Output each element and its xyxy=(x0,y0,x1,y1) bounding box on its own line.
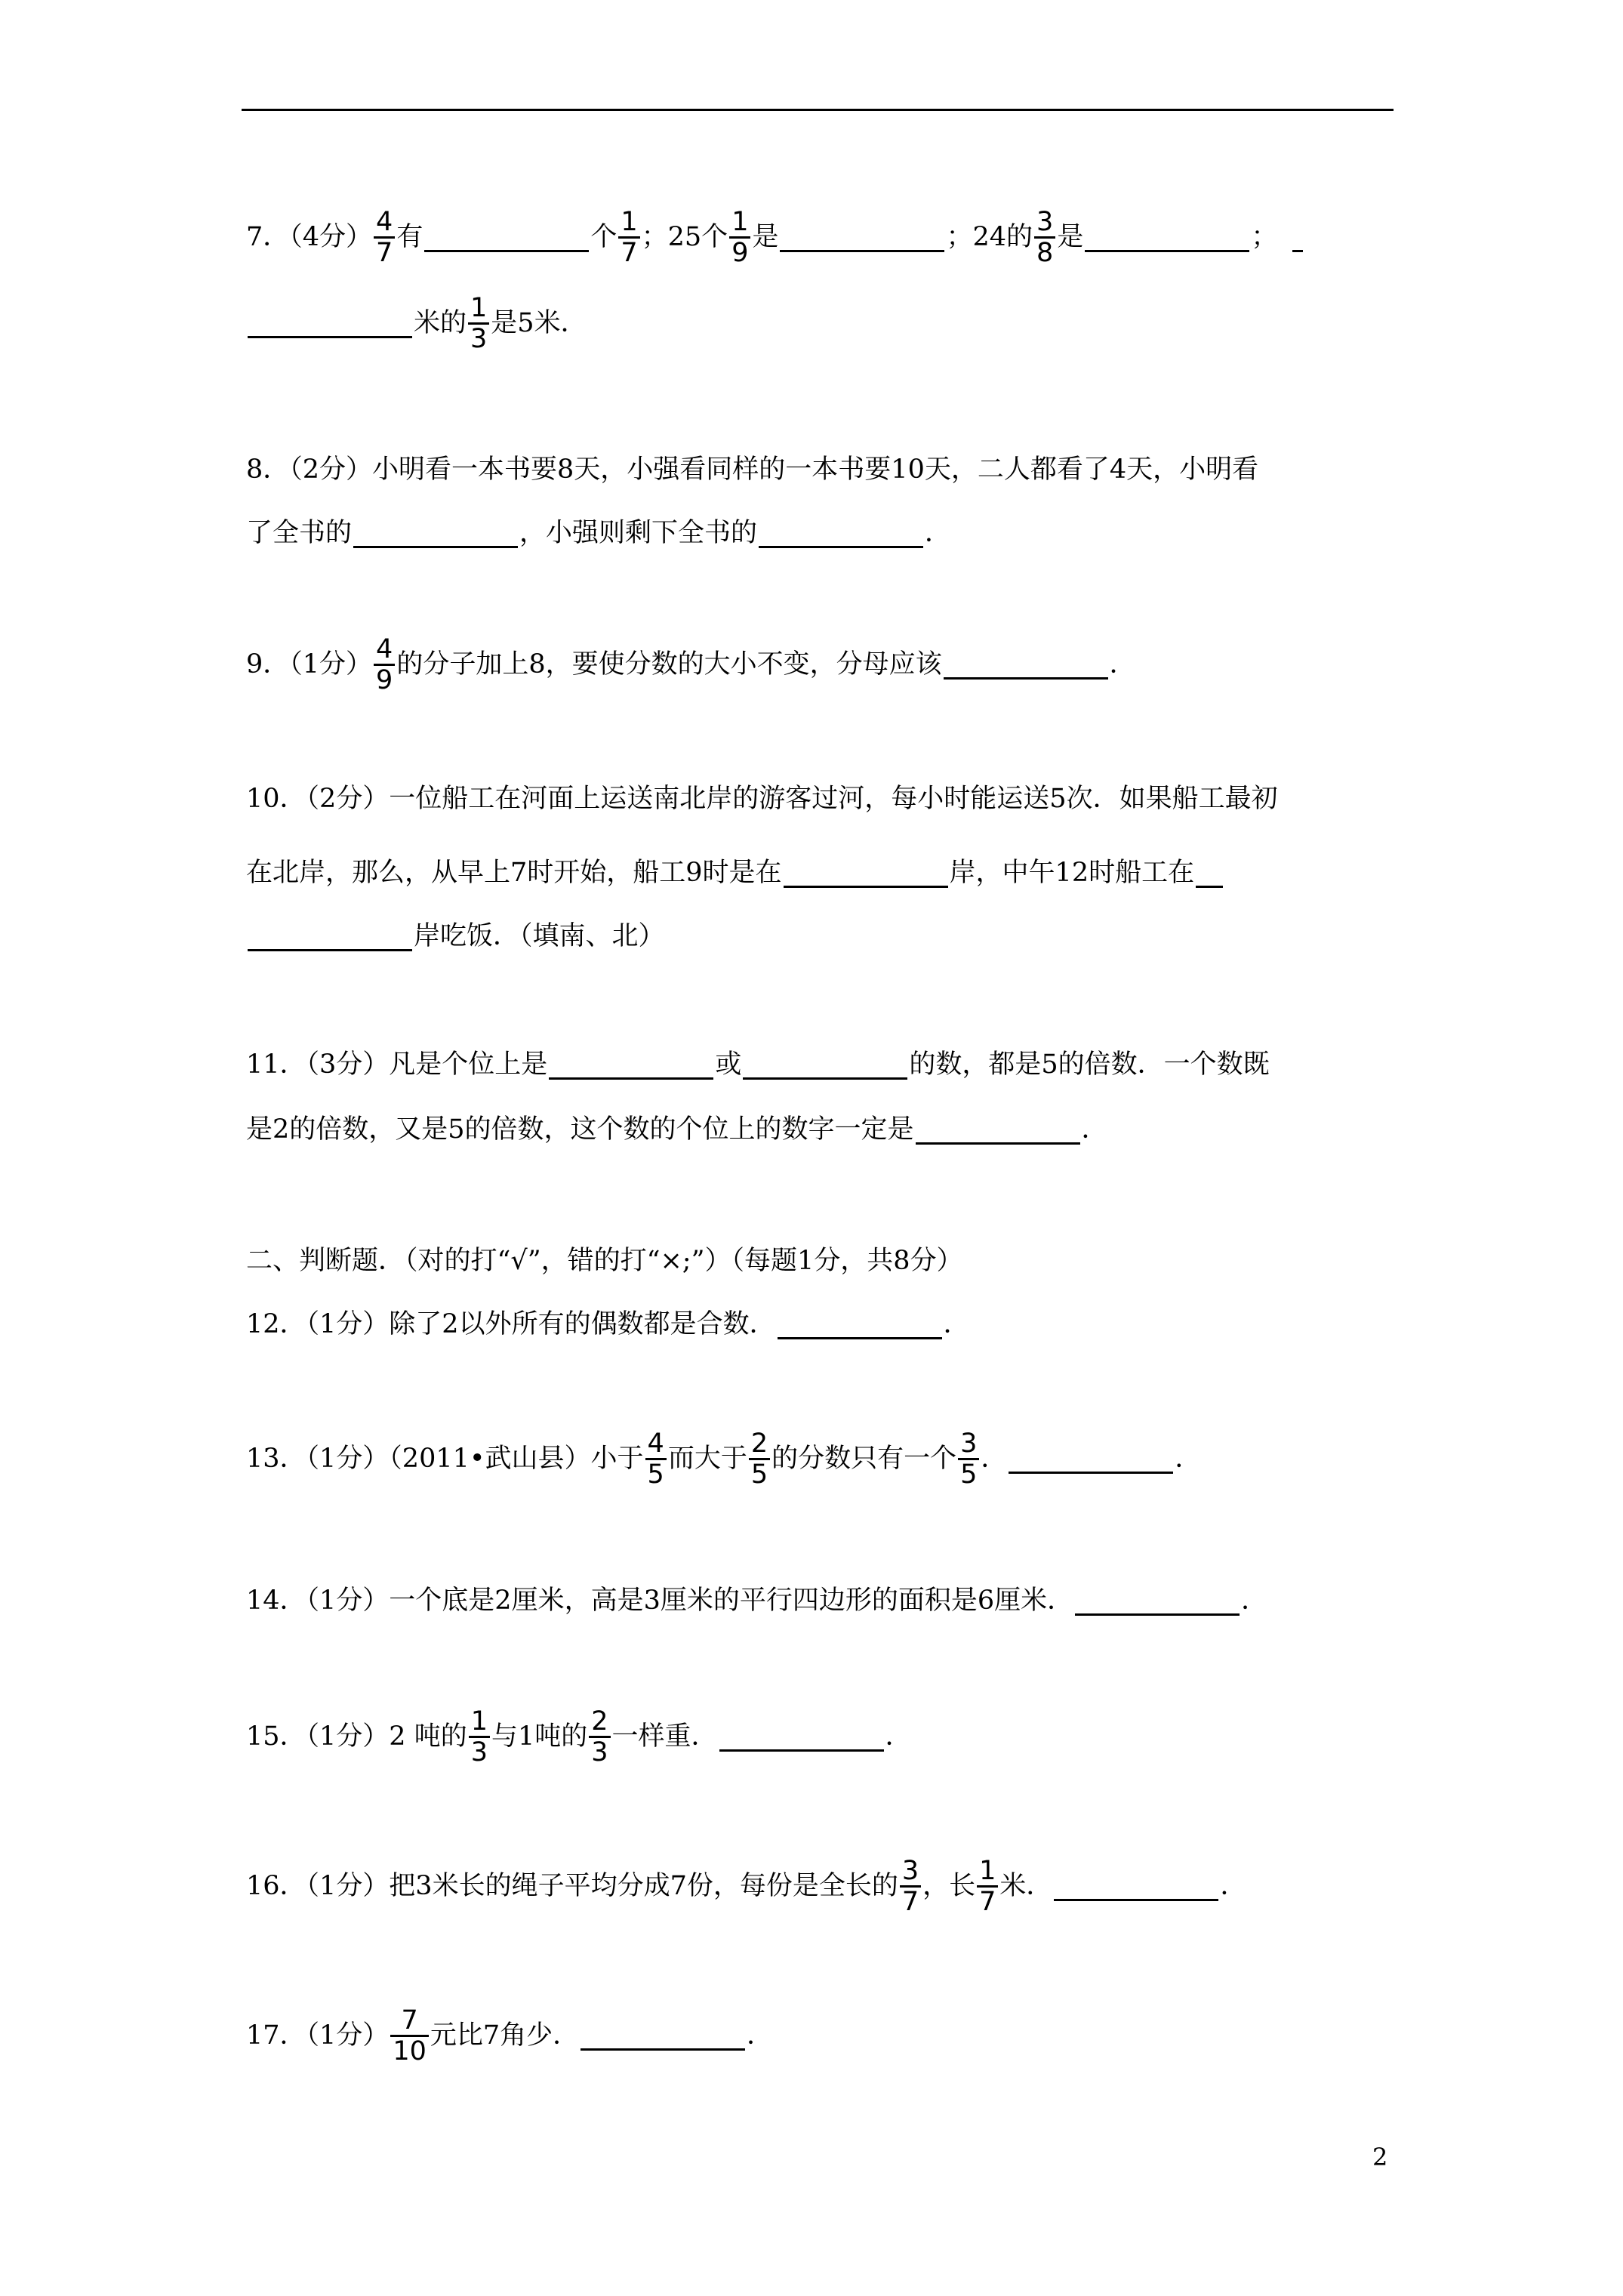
answer-blank[interactable] xyxy=(248,309,412,338)
answer-blank[interactable] xyxy=(1075,1586,1240,1616)
fraction: $\frac{3}{8}$ xyxy=(1034,208,1055,267)
text: 12．（1分）除了2以外所有的偶数都是合数． xyxy=(246,1309,776,1339)
text: ． xyxy=(925,518,952,548)
answer-blank[interactable] xyxy=(784,858,948,888)
text: 岸，中午12时船工在 xyxy=(949,858,1195,888)
text: 11．（3分）凡是个位上是 xyxy=(246,1049,548,1080)
text: 了全书的 xyxy=(246,518,353,548)
text: 的分数只有一个 xyxy=(771,1444,957,1474)
text: 是2的倍数，又是5的倍数，这个数的个位上的数字一定是 xyxy=(246,1114,914,1145)
answer-blank[interactable] xyxy=(353,519,518,548)
text: 17．（1分） xyxy=(246,2020,390,2051)
text: ． xyxy=(1109,649,1136,680)
text: 米的 xyxy=(414,308,467,338)
answer-blank[interactable] xyxy=(759,519,923,548)
answer-blank[interactable] xyxy=(780,223,944,252)
q16-line xyxy=(246,1855,1247,1917)
q11-line-1 xyxy=(246,1040,1270,1089)
q11-line-2 xyxy=(246,1105,1108,1154)
q7-prefix: 7．（4分） xyxy=(246,222,373,252)
header-rule xyxy=(242,109,1394,111)
text: 与1吨的 xyxy=(491,1721,588,1752)
answer-blank[interactable] xyxy=(1054,1872,1218,1901)
q7-line-2 xyxy=(246,292,587,354)
text: 9．（1分） xyxy=(246,649,373,680)
fraction: $\frac{1}{3}$ xyxy=(469,1707,490,1767)
text: 是 xyxy=(1057,222,1084,252)
text: ． xyxy=(747,2020,774,2051)
text: 15．（1分）2 吨的 xyxy=(246,1721,467,1752)
text: 是5米． xyxy=(491,308,587,338)
q8-line-2 xyxy=(246,509,951,557)
q10-line-2 xyxy=(246,849,1224,897)
text: 二、判断题．（对的打“√”，错的打“×;”）（每题1分，共8分） xyxy=(246,1246,963,1276)
fraction: $\frac{4}{5}$ xyxy=(645,1429,667,1489)
fraction: $\frac{1}{3}$ xyxy=(468,294,489,353)
text: ． xyxy=(1220,1871,1247,1901)
fraction: $\frac{3}{5}$ xyxy=(958,1429,979,1489)
q8-line-1 xyxy=(246,445,1258,494)
text: 而大于 xyxy=(667,1444,747,1474)
q12-line xyxy=(246,1300,970,1348)
text: 一样重． xyxy=(611,1721,718,1752)
q7-line-1 xyxy=(246,206,1304,268)
fraction: $\frac{1}{7}$ xyxy=(618,208,639,267)
text: ． xyxy=(1241,1586,1268,1616)
text: ． xyxy=(981,1444,1008,1474)
section-heading xyxy=(246,1237,963,1285)
text: ． xyxy=(943,1309,970,1339)
text: 10．（2分）一位船工在河面上运送南北岸的游客过河，每小时能运送5次．如果船工最初 xyxy=(246,784,1278,814)
text: 是 xyxy=(752,222,779,252)
answer-blank[interactable] xyxy=(1085,223,1249,252)
text: 13．（1分）（2011•武山县）小于 xyxy=(246,1444,644,1474)
answer-blank[interactable] xyxy=(549,1050,713,1080)
text: ，小强则剩下全书的 xyxy=(519,518,758,548)
page-number: 2 xyxy=(1372,2143,1388,2171)
fraction: $\frac{4}{9}$ xyxy=(374,635,395,695)
text: ． xyxy=(885,1721,912,1752)
answer-blank[interactable] xyxy=(1196,858,1223,888)
text: 或 xyxy=(715,1049,742,1080)
text: 在北岸，那么，从早上7时开始，船工9时是在 xyxy=(246,858,782,888)
text: 14．（1分）一个底是2厘米，高是3厘米的平行四边形的面积是6厘米． xyxy=(246,1586,1074,1616)
text: 8．（2分）小明看一本书要8天，小强看同样的一本书要10天，二人都看了4天，小明看 xyxy=(246,455,1259,485)
text: ；25个 xyxy=(641,222,728,252)
text: 的数，都是5的倍数．一个数既 xyxy=(909,1049,1270,1080)
text: 元比7角少． xyxy=(430,2020,580,2051)
answer-blank[interactable] xyxy=(248,922,412,951)
answer-blank[interactable] xyxy=(916,1115,1080,1145)
fraction: $\frac{2}{5}$ xyxy=(749,1429,770,1489)
answer-blank[interactable] xyxy=(743,1050,907,1080)
fraction: $\frac{1}{7}$ xyxy=(977,1857,998,1916)
text: 有 xyxy=(396,222,423,252)
fraction: $\frac{7}{10}$ xyxy=(390,2006,429,2066)
answer-blank[interactable] xyxy=(581,2021,745,2051)
text: 岸吃饭．（填南、北） xyxy=(414,921,665,951)
fraction: $\frac{4}{7}$ xyxy=(374,208,395,267)
fraction: $\frac{2}{3}$ xyxy=(589,1707,610,1767)
text: ；24的 xyxy=(946,222,1033,252)
text: ； xyxy=(1251,222,1278,252)
q14-line xyxy=(246,1576,1267,1625)
q9-line xyxy=(246,633,1136,695)
answer-blank[interactable] xyxy=(1292,223,1303,252)
text: 个 xyxy=(590,222,617,252)
answer-blank[interactable] xyxy=(424,223,589,252)
answer-blank[interactable] xyxy=(778,1310,942,1339)
q13-line xyxy=(246,1428,1202,1490)
text: ． xyxy=(1175,1444,1202,1474)
answer-blank[interactable] xyxy=(1009,1444,1173,1474)
text: 的分子加上8，要使分数的大小不变，分母应该 xyxy=(396,649,942,680)
fraction: $\frac{3}{7}$ xyxy=(900,1857,921,1916)
text: 16．（1分）把3米长的绳子平均分成7份，每份是全长的 xyxy=(246,1871,898,1901)
text: ，长 xyxy=(922,1871,976,1901)
q10-line-1 xyxy=(246,775,1278,823)
fraction: $\frac{1}{9}$ xyxy=(729,208,750,267)
q15-line xyxy=(246,1706,912,1767)
answer-blank[interactable] xyxy=(944,650,1108,680)
q17-line xyxy=(246,2005,774,2066)
text: ． xyxy=(1081,1114,1108,1145)
text: 米． xyxy=(999,1871,1053,1901)
answer-blank[interactable] xyxy=(719,1722,884,1752)
q10-line-3 xyxy=(246,912,665,960)
